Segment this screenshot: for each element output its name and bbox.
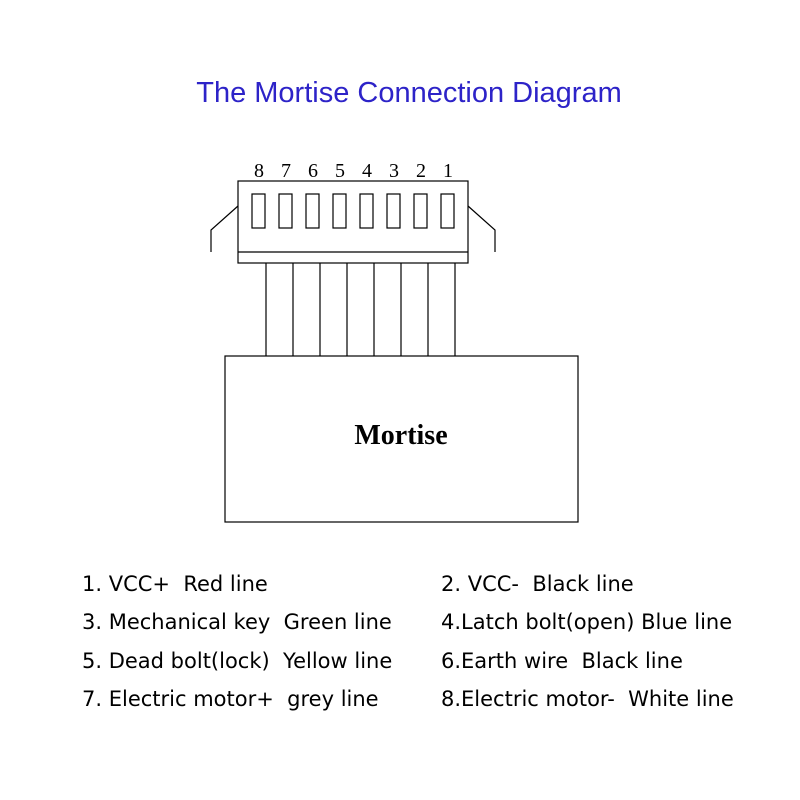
legend-item-6: 6.Earth wire Black line bbox=[441, 649, 683, 673]
pin-slot-7 bbox=[279, 194, 292, 228]
wires bbox=[266, 263, 455, 356]
legend-item-3: 3. Mechanical key Green line bbox=[82, 610, 392, 634]
pin-number-6: 6 bbox=[308, 160, 318, 182]
connector-body bbox=[238, 181, 468, 263]
legend-item-5: 5. Dead bolt(lock) Yellow line bbox=[82, 649, 393, 673]
pin-slot-3 bbox=[387, 194, 400, 228]
pin-numbers bbox=[254, 160, 453, 182]
pin-number-4: 4 bbox=[362, 160, 372, 182]
pin-slots bbox=[252, 194, 454, 228]
pin-number-7: 7 bbox=[281, 160, 291, 182]
pin-number-2: 2 bbox=[416, 160, 426, 182]
pin-slot-5 bbox=[333, 194, 346, 228]
pin-number-8: 8 bbox=[254, 160, 264, 182]
pin-number-5: 5 bbox=[335, 160, 345, 182]
pin-slot-2 bbox=[414, 194, 427, 228]
pin-slot-4 bbox=[360, 194, 373, 228]
legend-item-1: 1. VCC+ Red line bbox=[82, 572, 268, 596]
connector-housing bbox=[211, 181, 495, 263]
connector-left-latch bbox=[211, 206, 238, 252]
diagram-title: The Mortise Connection Diagram bbox=[196, 77, 622, 109]
legend-item-7: 7. Electric motor+ grey line bbox=[82, 687, 379, 711]
mortise-label: Mortise bbox=[354, 420, 448, 451]
pin-slot-8 bbox=[252, 194, 265, 228]
pin-slot-6 bbox=[306, 194, 319, 228]
connector-right-latch bbox=[468, 206, 495, 252]
pin-number-3: 3 bbox=[389, 160, 399, 182]
pin-number-1: 1 bbox=[443, 160, 453, 182]
legend-item-8: 8.Electric motor- White line bbox=[441, 687, 734, 711]
pin-slot-1 bbox=[441, 194, 454, 228]
legend-item-4: 4.Latch bolt(open) Blue line bbox=[441, 610, 733, 634]
legend-item-2: 2. VCC- Black line bbox=[441, 572, 634, 596]
